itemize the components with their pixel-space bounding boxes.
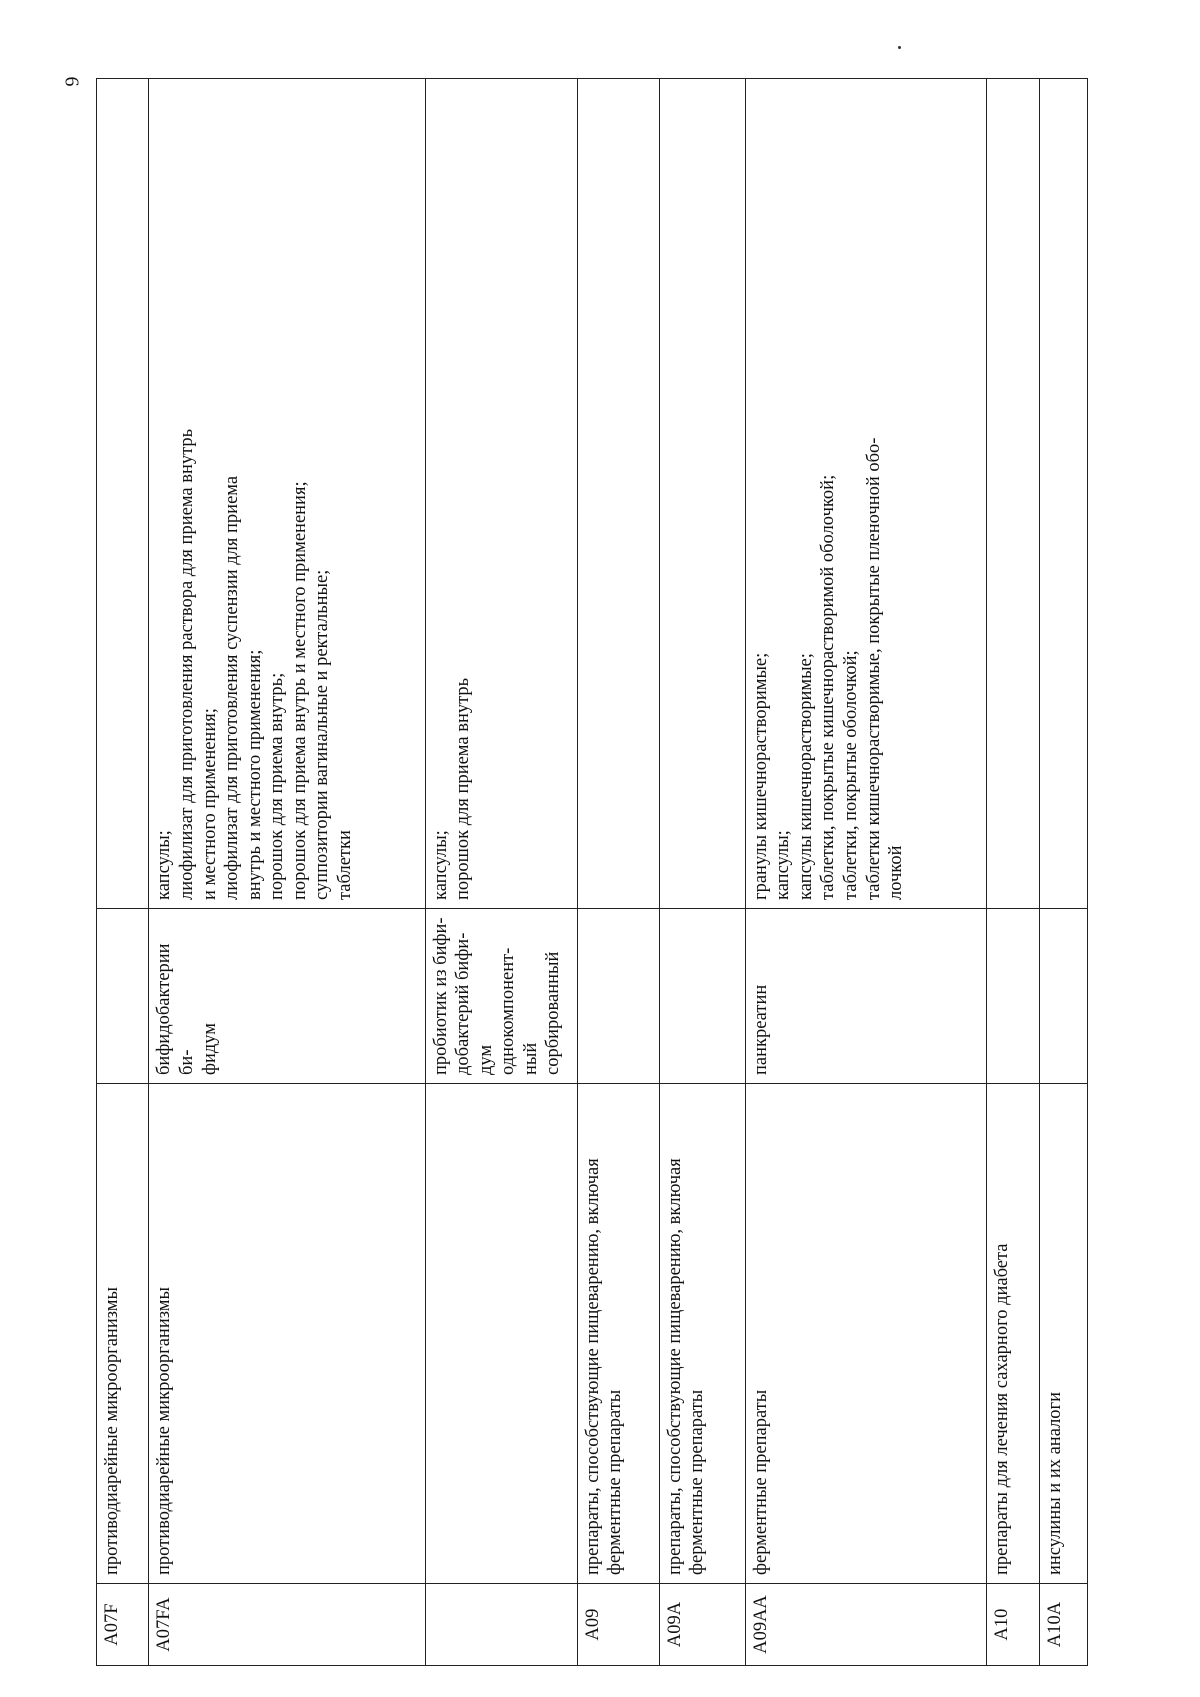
group-name-cell: инсулины и их аналоги xyxy=(1039,1084,1087,1584)
table-row xyxy=(745,79,986,1666)
drug-name-cell xyxy=(577,909,659,1084)
atc-code-cell: A09AA xyxy=(745,1584,986,1666)
dosage-forms-cell xyxy=(987,79,1039,909)
atc-code-cell: A07F xyxy=(97,1584,149,1666)
group-name-cell: противодиарейные микроорганизмы xyxy=(97,1084,149,1584)
table-row xyxy=(425,79,577,1666)
drug-name-cell xyxy=(987,909,1039,1084)
dosage-forms-cell xyxy=(97,79,149,909)
drug-name-cell xyxy=(1039,909,1087,1084)
atc-code-cell: A10A xyxy=(1039,1584,1087,1666)
table-row xyxy=(987,79,1039,1666)
scan-speck xyxy=(898,46,901,49)
table-row xyxy=(97,79,149,1666)
table-row xyxy=(1039,79,1087,1666)
drug-name-cell xyxy=(97,909,149,1084)
drug-name-cell: панкреатин xyxy=(745,909,986,1084)
drug-classification-table xyxy=(96,78,1088,1666)
atc-code-cell: A10 xyxy=(987,1584,1039,1666)
dosage-forms-cell: капсулы; порошок для приема внутрь xyxy=(425,79,577,909)
group-name-cell: препараты, способствующие пищеварению, включая ферментные препараты xyxy=(659,1084,745,1584)
atc-code-cell xyxy=(425,1584,577,1666)
group-name-cell: препараты для лечения сахарного диабета xyxy=(987,1084,1039,1584)
group-name-cell: противодиарейные микроорганизмы xyxy=(149,1084,425,1584)
atc-code-cell: A07FA xyxy=(149,1584,425,1666)
dosage-forms-cell xyxy=(577,79,659,909)
group-name-cell: препараты, способствующие пищеварению, включая ферментные препараты xyxy=(577,1084,659,1584)
drug-classification-table-rotated xyxy=(96,79,1088,1666)
atc-code-cell: A09A xyxy=(659,1584,745,1666)
dosage-forms-cell: капсулы; лиофилизат для приготовления раствора для приема внутрь и местного применения; лиофилизат для приготовления суспензии для приема внутрь и местного применения; порошок для приема внутрь; порошок для приема внутрь и местного применения; суппозитории вагинальные и ректальные; таблетки xyxy=(149,79,425,909)
dosage-forms-cell xyxy=(659,79,745,909)
atc-code-cell: A09 xyxy=(577,1584,659,1666)
drug-name-cell: бифидобактерии би- фидум xyxy=(149,909,425,1084)
table-row xyxy=(149,79,425,1666)
table-row xyxy=(577,79,659,1666)
dosage-forms-cell: гранулы кишечнорастворимые; капсулы; капсулы кишечнорастворимые; таблетки, покрытые кишечнорастворимой оболочкой; таблетки, покрытые оболочкой; таблетки кишечнорастворимые, покрытые пленочной обо- лочкой xyxy=(745,79,986,909)
drug-name-cell xyxy=(659,909,745,1084)
page-number: 6 xyxy=(60,76,83,87)
group-name-cell xyxy=(425,1084,577,1584)
drug-name-cell: пробиотик из бифи- добактерий бифи- дум однокомпонент- ный сорбированный xyxy=(425,909,577,1084)
group-name-cell: ферментные препараты xyxy=(745,1084,986,1584)
dosage-forms-cell xyxy=(1039,79,1087,909)
table-row xyxy=(659,79,745,1666)
